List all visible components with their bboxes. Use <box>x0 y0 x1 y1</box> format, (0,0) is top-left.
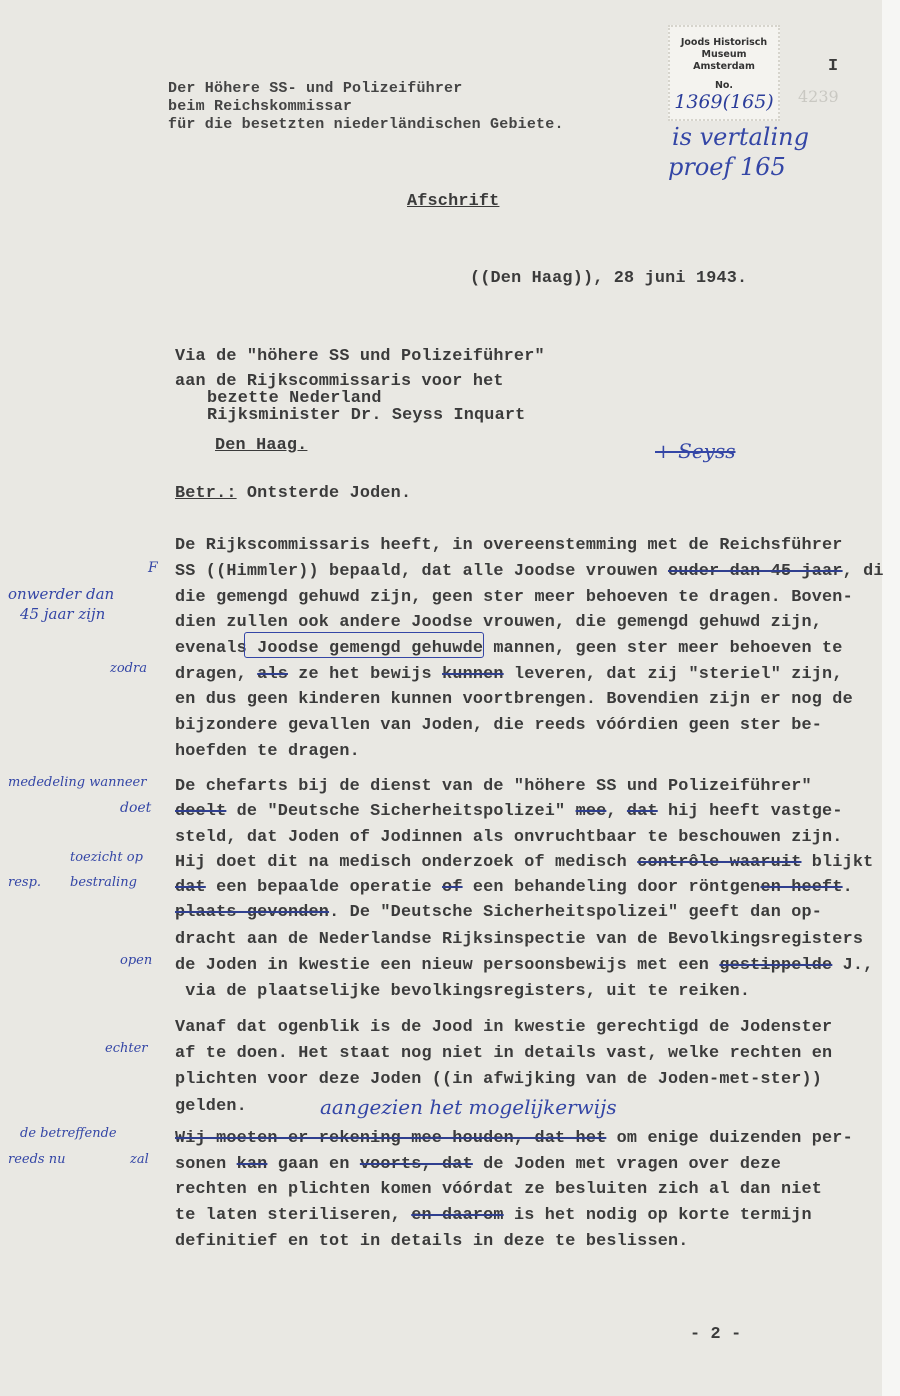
paragraph-1-line <box>175 691 853 708</box>
text-segment: gelden. <box>175 1097 247 1116</box>
text-segment: en dus geen kinderen kunnen voortbrengen. Bovendien zijn er nog de <box>175 690 853 709</box>
paragraph-1-line <box>175 589 853 606</box>
address-city: Den Haag. <box>215 436 308 455</box>
paragraph-1-line <box>175 743 360 760</box>
stamp-line2: Museum Amsterdam <box>693 49 755 72</box>
text-segment: de Joden in kwestie een nieuw persoonsbewijs met een <box>175 956 720 975</box>
struck-text: en daarom <box>411 1206 504 1225</box>
struck-text: of <box>442 878 463 897</box>
page-marker: I <box>828 57 839 76</box>
stamp-number: 1369(165) <box>674 91 774 113</box>
subject-line <box>175 485 411 502</box>
paragraph-4-line <box>175 1156 781 1173</box>
hand-f: F <box>148 560 158 576</box>
text-segment: Hij doet dit na medisch onderzoek of medisch <box>175 853 638 872</box>
paragraph-4-line <box>175 1181 822 1198</box>
hand-resp: resp. <box>8 875 42 890</box>
paragraph-1-line <box>175 537 843 554</box>
document-date: ((Den Haag)), 28 juni 1943. <box>470 269 748 288</box>
paragraph-2-line <box>175 879 853 896</box>
struck-text: deelt <box>175 802 227 821</box>
header-line-2: beim Reichskommissar <box>168 98 353 115</box>
paragraph-4-line <box>175 1130 853 1147</box>
text-segment: is het nodig op korte termijn <box>503 1206 812 1225</box>
hand-bestraling: bestraling <box>70 875 137 890</box>
text-segment: evenals Joodse gemengd gehuwde mannen, geen ster meer behoeven te <box>175 639 843 658</box>
paragraph-2-line <box>175 829 843 846</box>
text-segment: een behandeling door röntgen <box>462 878 761 897</box>
paragraph-4-line <box>175 1233 689 1250</box>
address-line-4: Rijksminister Dr. Seyss Inquart <box>207 406 526 425</box>
subject-text: Ontsterde Joden. <box>236 484 412 503</box>
address-line-3: bezette Nederland <box>207 389 382 408</box>
stamp-line1: Joods Historisch <box>680 37 768 48</box>
paragraph-1-line <box>175 563 884 580</box>
text-segment: sonen <box>175 1155 237 1174</box>
paragraph-1-line <box>175 614 822 631</box>
text-segment: bijzondere gevallen van Joden, die reeds vóórdien geen ster be- <box>175 716 823 735</box>
text-segment: leveren, dat zij "steriel" zijn, <box>503 665 843 684</box>
museum-stamp <box>668 25 780 121</box>
paragraph-2-line <box>175 957 873 974</box>
text-segment: gaan en <box>267 1155 360 1174</box>
struck-text: en heeft <box>760 878 843 897</box>
text-segment: hoefden te dragen. <box>175 742 360 761</box>
pencil-number: 4239 <box>798 87 839 106</box>
hand-open: open <box>120 953 153 968</box>
struck-text: ouder dan 45 jaar <box>667 562 843 581</box>
text-segment: ze het bewijs <box>287 665 443 684</box>
address-line-2: aan de Rijkscommissaris voor het <box>175 372 504 391</box>
paragraph-1-line <box>175 666 843 683</box>
hand-mededeling: mededeling wanneer <box>8 775 147 790</box>
text-segment: een bepaalde operatie <box>205 878 443 897</box>
struck-text: Wij moeten er rekening mee houden, dat het <box>175 1129 607 1148</box>
paragraph-2-line <box>175 931 863 948</box>
text-segment: dien zullen ook andere Joodse vrouwen, die gemengd gehuwd zijn, <box>175 613 823 632</box>
paragraph-3-line <box>175 1019 832 1036</box>
paragraph-2-line <box>175 904 822 921</box>
margin-note-line-1: onwerder dan <box>8 585 115 603</box>
hand-zodra: zodra <box>110 661 147 676</box>
hand-note-vertaling: is vertaling <box>672 123 809 151</box>
text-segment: definitief en tot in details in deze te beslissen. <box>175 1232 689 1251</box>
text-segment: via de plaatselijke bevolkingsregisters, uit te reiken. <box>175 982 751 1001</box>
text-segment: af te doen. Het staat nog niet in details vast, welke rechten en <box>175 1044 833 1063</box>
paragraph-4-line <box>175 1207 812 1224</box>
page-number-footer: - 2 - <box>690 1325 742 1344</box>
struck-text: mee <box>575 802 607 821</box>
struck-text: plaats gevonden <box>175 903 330 922</box>
struck-text: dat <box>626 802 658 821</box>
paragraph-3-line <box>175 1071 822 1088</box>
address-mark: + Seyss <box>655 439 736 463</box>
paragraph-2-line <box>175 983 750 1000</box>
subject-label: Betr.: <box>175 484 237 503</box>
struck-text: dat <box>175 878 206 897</box>
struck-text: gestippelde <box>719 956 833 975</box>
paragraph-2-line <box>175 778 812 795</box>
hand-doet: doet <box>120 800 152 816</box>
hand-reeds-nu: reeds nu <box>8 1152 66 1167</box>
text-segment: . De "Deutsche Sicherheitspolizei" geeft dan op- <box>329 903 823 922</box>
hand-betreffende: de betreffende <box>20 1126 117 1141</box>
paragraph-3-line <box>175 1098 247 1115</box>
text-segment: dracht aan de Nederlandse Rijksinspectie van de Bevolkingsregisters <box>175 930 864 949</box>
text-segment: plichten voor deze Joden ((in afwijking van de Joden-met-ster)) <box>175 1070 823 1089</box>
text-segment: , <box>606 802 627 821</box>
header-line-1: Der Höhere SS- und Polizeiführer <box>168 80 463 97</box>
hand-echter: echter <box>105 1041 148 1056</box>
text-segment: SS ((Himmler)) bepaald, dat alle Joodse vrouwen <box>175 562 668 581</box>
text-segment: J., <box>832 956 874 975</box>
struck-text: contrôle waaruit <box>637 853 802 872</box>
paragraph-3-line <box>175 1045 832 1062</box>
address-line-1: Via de "höhere SS und Polizeiführer" <box>175 347 545 366</box>
paragraph-2-line <box>175 803 843 820</box>
paragraph-2-line <box>175 854 873 871</box>
struck-text: kan <box>236 1155 268 1174</box>
text-segment: hij heeft vastge- <box>657 802 843 821</box>
text-segment: De chefarts bij de dienst van de "höhere SS und Polizeiführer" <box>175 777 812 796</box>
document-title: Afschrift <box>407 192 500 211</box>
hand-box-annotation <box>244 632 484 658</box>
text-segment: de "Deutsche Sicherheitspolizei" <box>226 802 576 821</box>
hand-note-proef: proef 165 <box>668 153 786 181</box>
page-edge <box>882 0 900 1396</box>
header-line-3: für die besetzten niederländischen Gebiete. <box>168 116 564 133</box>
text-segment: rechten en plichten komen vóórdat ze besluiten zich al dan niet <box>175 1180 823 1199</box>
text-segment: blijkt <box>801 853 874 872</box>
text-segment: die gemengd gehuwd zijn, geen ster meer behoeven te dragen. Boven- <box>175 588 853 607</box>
text-segment: De Rijkscommissaris heeft, in overeenstemming met de Reichsführer <box>175 536 843 555</box>
hand-toezicht: toezicht op <box>70 850 143 865</box>
text-segment: dragen, <box>175 665 258 684</box>
text-segment: te laten steriliseren, <box>175 1206 412 1225</box>
text-segment: . <box>842 878 853 897</box>
struck-text: als <box>257 665 288 684</box>
text-segment: , di <box>842 562 884 581</box>
text-segment: Vanaf dat ogenblik is de Jood in kwestie gerechtigd de Jodenster <box>175 1018 833 1037</box>
struck-text: kunnen <box>442 665 504 684</box>
text-segment: om enige duizenden per- <box>606 1129 853 1148</box>
struck-text: voorts, dat <box>359 1155 473 1174</box>
hand-aangezien: aangezien het mogelijkerwijs <box>320 1095 617 1119</box>
margin-note-line-2: 45 jaar zijn <box>20 605 106 623</box>
stamp-no-label: No. <box>714 80 734 91</box>
text-segment: steld, dat Joden of Jodinnen als onvruchtbaar te beschouwen zijn. <box>175 828 843 847</box>
hand-zal: zal <box>130 1152 149 1167</box>
paragraph-1-line <box>175 717 822 734</box>
text-segment: de Joden met vragen over deze <box>472 1155 781 1174</box>
